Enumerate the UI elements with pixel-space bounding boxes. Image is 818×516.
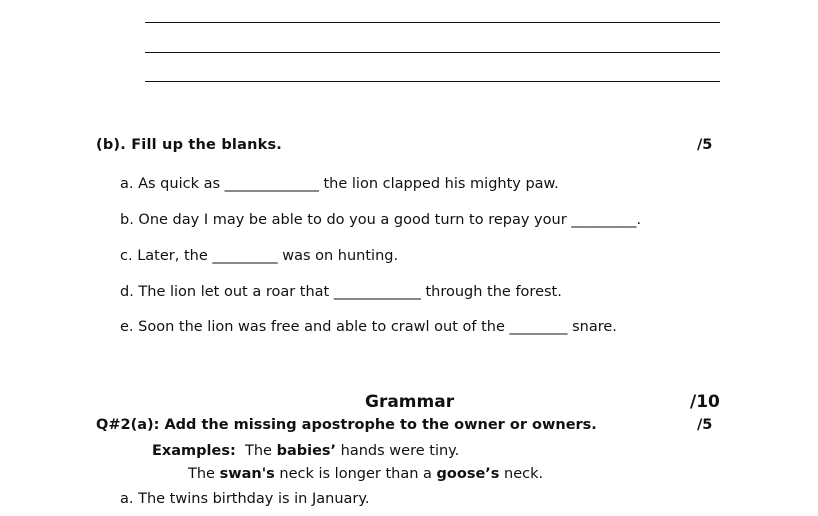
example-1-pre: The xyxy=(244,443,277,459)
examples-label: Examples: xyxy=(152,443,236,459)
question-2a-label: Q#2(a): Add the missing apostrophe to the owner or owners. xyxy=(96,417,597,433)
example-1-post: hands were tiny. xyxy=(336,443,460,459)
example-2-bold-2: goose’s xyxy=(436,466,500,482)
section-b-score: /5 xyxy=(697,137,713,153)
example-line-2 xyxy=(188,466,543,482)
fill-blank-item-b: b. One day I may be able to do you a good turn to repay your _________. xyxy=(120,212,642,228)
fill-blank-item-a: a. As quick as _____________ the lion clapped his mighty paw. xyxy=(120,176,559,192)
example-2-pre: The xyxy=(188,466,220,482)
example-1-bold: babies’ xyxy=(276,443,337,459)
example-2-bold-1: swan's xyxy=(219,466,275,482)
fill-blank-item-e: e. Soon the lion was free and able to crawl out of the ________ snare. xyxy=(120,319,617,335)
answer-line-1 xyxy=(145,22,720,23)
answer-line-3 xyxy=(145,81,720,82)
fill-blank-item-d: d. The lion let out a roar that ____________ through the forest. xyxy=(120,284,562,300)
example-line-1 xyxy=(152,443,459,459)
fill-blank-item-c: c. Later, the _________ was on hunting. xyxy=(120,248,399,264)
section-b-label: (b). Fill up the blanks. xyxy=(96,137,282,153)
grammar-score: /10 xyxy=(690,392,720,412)
question-2a-item-a: a. The twins birthday is in January. xyxy=(120,491,370,507)
example-2-mid: neck is longer than a xyxy=(274,466,437,482)
question-2a-score: /5 xyxy=(697,417,713,433)
grammar-heading: Grammar xyxy=(365,392,455,412)
answer-line-2 xyxy=(145,52,720,53)
example-2-post: neck. xyxy=(499,466,544,482)
